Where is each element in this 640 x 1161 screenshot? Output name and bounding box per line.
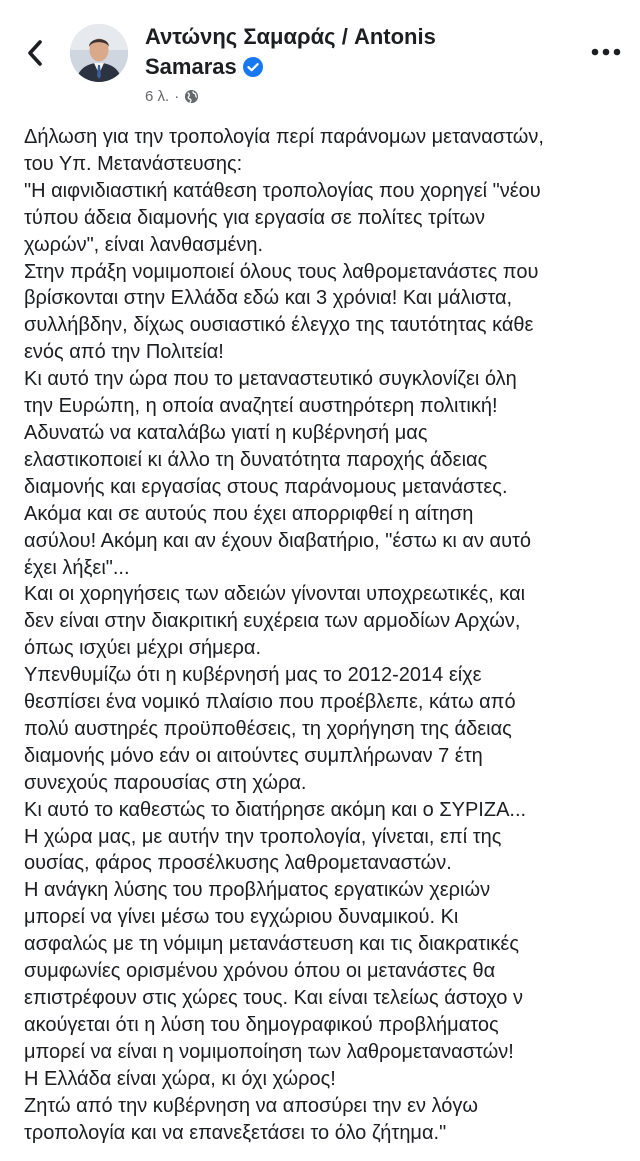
post-meta (145, 88, 199, 105)
post-line: Υπενθυμίζω ότι η κυβέρνησή μας το 2012-2014 είχε (24, 664, 482, 687)
post-line: Η ανάγκη λύσης του προβλήματος εργατικών χεριών (24, 879, 491, 902)
profile-photo (70, 24, 128, 82)
post-line: ακούγεται ότι η λύση του δημογραφικού προβλήματος (24, 1013, 499, 1036)
post-line: τύπου άδεια διαμονής για εργασία σε πολίτες τρίτων (24, 206, 486, 229)
post-line: ασύλου! Ακόμη και αν έχουν διαβατήριο, "έστω κι αν αυτό (24, 529, 532, 552)
post-line: Ακόμα και σε αυτούς που έχει απορριφθεί η αίτηση (24, 502, 474, 525)
globe-icon (184, 89, 199, 104)
post-line: συνεχούς παρουσίας στη χώρα. (24, 771, 307, 794)
post-line: ουσίας, φάρος προσέλκυσης λαθρομεταναστών. (24, 852, 452, 875)
post-line: ελαστικοποιεί κι άλλο τη δυνατότητα παροχής άδειας (24, 448, 488, 471)
post-line: μπορεί να γίνει μέσω του εγχώριου δυναμικού. Κι (24, 906, 459, 929)
avatar[interactable] (70, 24, 128, 82)
post-line: την Ευρώπη, η οποία αναζητεί αυστηρότερη πολιτική! (24, 395, 498, 418)
post-line: έχει λήξει"... (24, 556, 130, 579)
post-line: Αδυνατώ να καταλάβω γιατί η κυβέρνησή μας (24, 421, 428, 444)
meta-separator: · (174, 88, 180, 105)
post-line: Στην πράξη νομιμοποιεί όλους τους λαθρομετανάστες που (24, 260, 539, 283)
post-line: βρίσκονται στην Ελλάδα εδώ και 3 χρόνια! Και μάλιστα, (24, 287, 513, 310)
post-line: διαμονής και εργασίας στους παράνομους μετανάστες. (24, 475, 508, 498)
post-line: Κι αυτό την ώρα που το μεταναστευτικό συγκλονίζει όλη (24, 368, 517, 391)
post-body (24, 124, 628, 1146)
post-line: ενός από την Πολιτεία! (24, 341, 224, 364)
post-line: Δήλωση για την τροπολογία περί παράνομων μεταναστών, (24, 126, 544, 148)
chevron-left-icon (26, 39, 44, 67)
post-line: Ζητώ από την κυβέρνηση να αποσύρει την εν λόγω (24, 1094, 479, 1117)
post-line: Η χώρα μας, με αυτήν την τροπολογία, γίνεται, επί της (24, 825, 502, 848)
post-line: δεν είναι στην διακριτική ευχέρεια των αρμοδίων Αρχών, (24, 610, 521, 633)
post-line: συμφωνίες ορισμένου χρόνου όπου οι μετανάστες θα (24, 960, 496, 983)
post-line: όπως ισχύει μέχρι σήμερα. (24, 637, 262, 660)
post-line: χωρών", είναι λανθασμένη. (24, 233, 264, 256)
author-name-line-1: Αντώνης Σαμαράς / Antonis (145, 24, 436, 49)
post-line: "Η αιφνιδιαστική κατάθεση τροπολογίας που χορηγεί "νέου (24, 179, 541, 202)
post-line: Κι αυτό το καθεστώς το διατήρησε ακόμη και ο ΣΥΡΙΖΑ... (24, 798, 527, 821)
post-line: τροπολογία και να επανεξετάσει το όλο ζήτημα." (24, 1121, 447, 1144)
author-name[interactable] (145, 22, 525, 85)
more-dots-icon (591, 48, 621, 56)
post-time[interactable]: 6 λ. (145, 88, 170, 105)
post-line: του Υπ. Μετανάστευσης: (24, 152, 243, 175)
post-line: μπορεί να είναι η νομιμοποίηση των λαθρομεταναστών! (24, 1040, 514, 1063)
more-options-button[interactable] (586, 40, 626, 64)
post-line: επιστρέφουν στις χώρες τους. Και είναι τελείως άστοχο ν (24, 987, 523, 1009)
post-line: συλλήβδην, δίχως ουσιαστικό έλεγχο της ταυτότητας κάθε (24, 314, 534, 337)
post-line: πολύ αυστηρές προϋποθέσεις, τη χορήγηση της άδειας (24, 717, 512, 740)
author-name-line-2: Samaras (145, 54, 237, 79)
verified-badge-icon (243, 55, 263, 85)
post-line: ασφαλώς με τη νόμιμη μετανάστευση και τις διακρατικές (24, 933, 519, 956)
back-button[interactable] (20, 38, 50, 68)
post-line: Και οι χορηγήσεις των αδειών γίνονται υποχρεωτικές, και (24, 583, 526, 606)
post-line: διαμονής μόνο εάν οι αιτούντες συμπλήρωναν 7 έτη (24, 744, 483, 767)
post-line: θεσπίσει ένα νομικό πλαίσιο που προέβλεπε, κάτω από (24, 691, 516, 714)
post-line: Η Ελλάδα είναι χώρα, κι όχι χώρος! (24, 1067, 336, 1090)
post-header (0, 0, 640, 112)
